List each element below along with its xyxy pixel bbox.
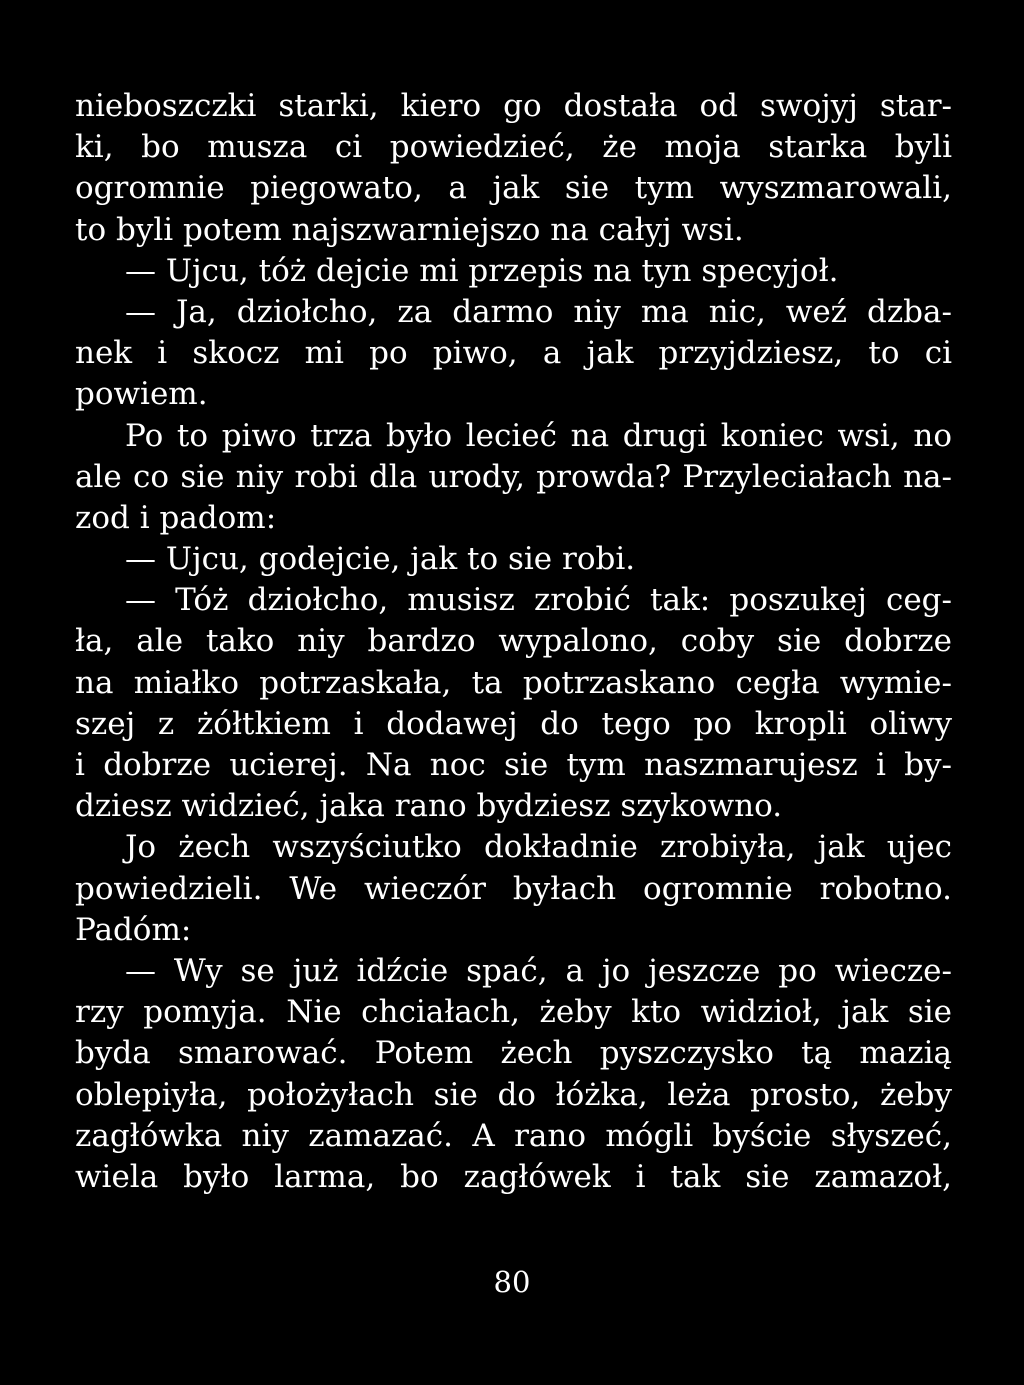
text-line: nek i skocz mi po piwo, a jak przyjdziesz, to ci (75, 335, 952, 372)
text-line: powiem. (75, 376, 208, 413)
text-line: dziesz widzieć, jaka rano bydziesz szykowno. (75, 788, 783, 825)
text-line: zagłówka niy zamazać. A rano mógli byście słyszeć, (75, 1117, 952, 1154)
text-line: — Ujcu, godejcie, jak to sie robi. (125, 541, 636, 578)
text-line: byda smarować. Potem żech pyszczysko tą mazią (75, 1035, 952, 1072)
text-line: to byli potem najszwarniejszo na całyj wsi. (75, 211, 744, 248)
text-line: ła, ale tako niy bardzo wypalono, coby sie dobrze (75, 623, 952, 660)
text-line: wiela było larma, bo zagłówek i tak sie zamazoł, (75, 1158, 952, 1195)
text-line: zod i padom: (75, 499, 277, 536)
text-line: szej z żółtkiem i dodawej do tego po kropli oliwy (75, 705, 952, 742)
text-line: ki, bo musza ci powiedzieć, że moja starka byli (75, 129, 952, 166)
text-line: — Tóż dziołcho, musisz zrobić tak: poszukej ceg- (125, 582, 952, 619)
text-line: na miałko potrzaskała, ta potrzaskano cegła wymie- (75, 664, 952, 701)
page-number: 80 (493, 1265, 531, 1299)
text-line: nieboszczki starki, kiero go dostała od swojyj star- (75, 88, 952, 124)
text-line: Po to piwo trza było lecieć na drugi koniec wsi, no (125, 417, 952, 454)
text-line: ogromnie piegowato, a jak sie tym wyszmarowali, (75, 170, 952, 207)
text-line: — Ja, dziołcho, za darmo niy ma nic, weź dzba- (125, 293, 952, 330)
text-line: rzy pomyja. Nie chciałach, żeby kto widzioł, jak sie (75, 994, 952, 1031)
text-line: — Wy se już idźcie spać, a jo jeszcze po wiecze- (125, 952, 952, 989)
text-line: powiedzieli. We wieczór byłach ogromnie robotno. (75, 870, 952, 907)
text-line: oblepiyła, położyłach sie do łóżka, leża prosto, żeby (75, 1076, 952, 1113)
page-body (75, 86, 952, 1198)
text-line: — Ujcu, tóż dejcie mi przepis na tyn specyjoł. (125, 252, 839, 289)
text-line: ale co sie niy robi dla urody, prowda? Przyleciałach na- (75, 458, 952, 495)
text-line: Padóm: (75, 911, 192, 948)
text-line: Jo żech wszyściutko dokładnie zrobiyła, jak ujec (125, 829, 952, 866)
text-line: i dobrze ucierej. Na noc sie tym naszmarujesz i by- (75, 747, 952, 783)
